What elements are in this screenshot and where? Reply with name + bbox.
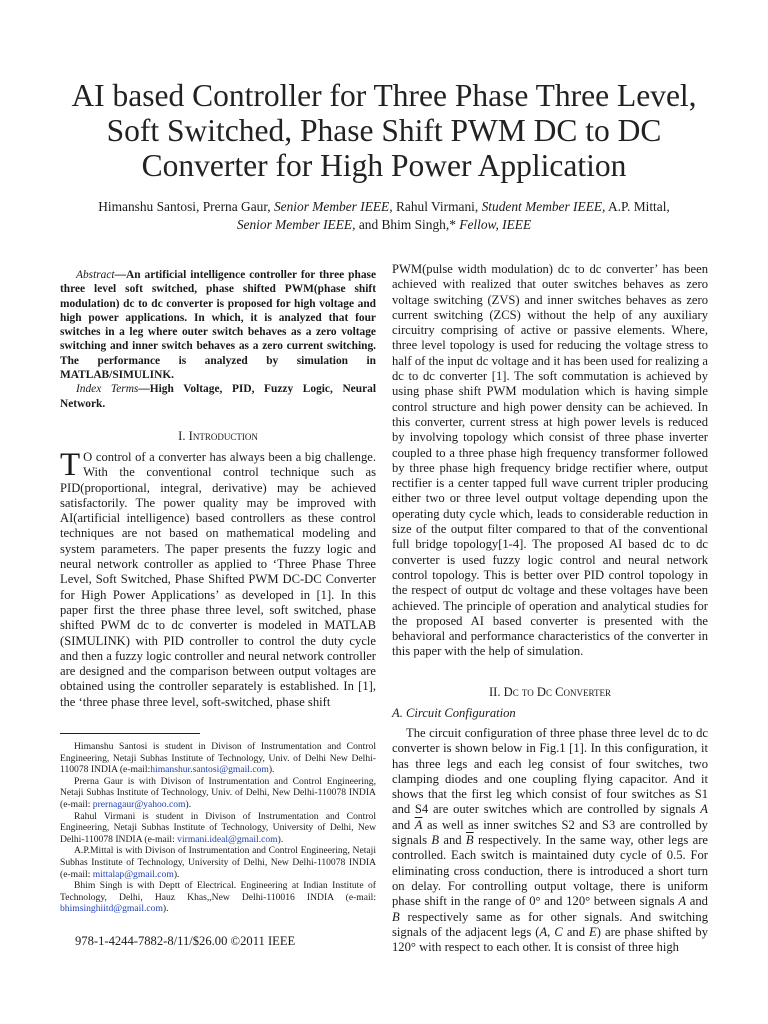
introduction-heading: I. Introduction bbox=[178, 429, 258, 443]
text-run: , bbox=[547, 924, 551, 939]
footnotes bbox=[60, 741, 376, 915]
introduction-body: O control of a converter has always been a big challenge. With the conventional control technique such as PID(proportional, integral, derivative) may be achieved satisfactorily. The power quality may be improved with AI(artificial intelligence) based controllers as these control techniques are not based on mathematical modeling and system parameters. The paper presents the fuzzy logic and neural network controller as applied to ‘Three Phase Three Level, Soft Switched, Phase Shifted PWM DC-DC Converter for High Power Applications’ as developed in [1]. In this paper first the three phase three level, soft switched, phase shifted PWM dc to dc converter is modeled in MATLAB (SIMULINK) with PID controller to control the duty cycle and then a fuzzy logic controller and neural network controller are designed and the comparison between output voltages are obtained using the controller separately is established. In [1], the ‘three phase three level, soft-switched, phase shift bbox=[60, 450, 376, 709]
footnote-text: Bhim Singh is with Deptt of Electrical. Engineering at Indian Institute of Technology, Delhi, Hauz Khas,,New Delhi-110016 INDIA (e-mail: bbox=[60, 880, 376, 903]
footnote bbox=[60, 880, 376, 915]
author-4-role: Fellow, IEEE bbox=[459, 217, 532, 232]
email-link[interactable]: virmani.ideal@gmail.com bbox=[177, 833, 278, 845]
signal-b: B bbox=[431, 833, 440, 848]
author-2-role: Student Member IEEE, bbox=[481, 199, 606, 214]
author-list bbox=[90, 198, 678, 234]
index-terms-text: —High Voltage, PID, Fuzzy Logic, Neural Network. bbox=[60, 383, 376, 410]
footnote bbox=[60, 776, 376, 811]
author-1-role: Senior Member IEEE, bbox=[273, 199, 393, 214]
drop-cap: T bbox=[60, 447, 81, 483]
section-2-heading: II. Dc to Dc Converter bbox=[488, 685, 612, 699]
text-run: and bbox=[566, 924, 585, 939]
index-terms-paragraph bbox=[60, 382, 376, 411]
footnote bbox=[60, 811, 376, 846]
footnote-text: Rahul Virmani is student in Divison of Instrumentation and Control Engineering, Netaji Subhas Institute of Technology, University of Delhi, New Delhi-110078 INDIA (e-mail: bbox=[60, 810, 376, 845]
abstract-paragraph bbox=[60, 268, 376, 382]
footnote-end: ). bbox=[185, 798, 192, 810]
signal-e: E bbox=[589, 924, 597, 939]
footnote-text: Himanshu Santosi is student in Divison of Instrumentation and Control Engineering, Netaji Subhas Institute of Technology, Univ. of Delhi New Delhi-110078 INDIA (e-mail: bbox=[60, 741, 376, 776]
copyright-line: 978-1-4244-7882-8/11/$26.00 ©2011 IEEE bbox=[75, 934, 296, 948]
text-run: respectively same as for other signals. And switching signals of the adjacent legs ( bbox=[392, 909, 709, 939]
author-3-role: Senior Member IEEE, bbox=[236, 217, 356, 232]
signal-a: A bbox=[678, 894, 687, 909]
footnote-end: ). bbox=[162, 903, 169, 915]
email-link[interactable]: himanshur.santosi@gmail.com bbox=[150, 764, 269, 776]
subsection-heading: A. Circuit Configuration bbox=[392, 706, 516, 720]
text-run: ) are phase shifted by 120° with respect to each other. It is consist of three high bbox=[392, 924, 708, 955]
footnote bbox=[60, 845, 376, 880]
abstract-text: —An artificial intelligence controller for three phase three level soft switched, phase shifted PWM(phase shift modulation) dc to dc converter is proposed for high voltage and high power applications. In which, it is analyzed that four switches in a leg where outer switch behaves as a zero voltage switching and inner switch behaves as a zero current switching. The performance is analyzed by simulation in MATLAB/SIMULINK. bbox=[60, 269, 376, 382]
text-run: and bbox=[392, 817, 411, 832]
right-column-intro: PWM(pulse width modulation) dc to dc converter’ has been achieved with realized that outer switches behaves as zero voltage switching (ZVS) and inner switches behaves as zero current switching (ZCS) without the help of any auxiliary circuitry comprising of active or passive elements. Where, three level topology is used for reducing the voltage stress to half of the input dc voltage and it has been used for realizing a dc to dc converter [1]. The soft commutation is achieved by using phase shift PWM modulation which is having simple control structure and high power density can be achieved. In this converter, current stress at high power levels is reduced by involving topology which consist of three phase inverter coupled to a three phase high frequency transformer followed by three phase high frequency bridge rectifier where, output rectifier is a center tapped full wave current tripler producing either two or three level output voltage depending upon the operating duty cycle which, leads to considerable reduction in size of the output filter compared to that of the conventional full bridge topology[1-4]. The proposed AI based dc to dc converter is used fuzzy logic control and neural network control topology. This is better over PID control topology in the respect of output dc voltage and these voltages have been achieved. The principle of operation and analytical studies for the proposed AI based converter is presented with the behavioral and performance characteristics of the converter in this paper with the help of simulation. bbox=[392, 262, 708, 659]
signal-a: A bbox=[700, 802, 708, 817]
text-run: and bbox=[689, 894, 708, 909]
circuit-configuration-text bbox=[392, 726, 708, 955]
footnote-rule bbox=[60, 733, 200, 734]
footnote-end: ). bbox=[268, 764, 275, 776]
paper-title: AI based Controller for Three Phase Three Level, Soft Switched, Phase Shift PWM DC to DC Converter for High Power Application bbox=[71, 78, 697, 183]
email-link[interactable]: prernagaur@yahoo.com bbox=[92, 798, 186, 810]
text-run: as well as inner switches S2 and S3 are controlled by signals bbox=[392, 817, 708, 848]
footnote-text: A.P.Mittal is with Divison of Instrumentation and Control Engineering, Netaji Subhas Institute of Technology, University of Delhi, New Delhi-110078 INDIA (e-mail: bbox=[60, 845, 376, 880]
introduction-text bbox=[60, 447, 376, 710]
signal-b: B bbox=[392, 909, 400, 924]
author-1: Himanshu Santosi, Prerna Gaur, bbox=[98, 199, 271, 214]
footnote-end: ). bbox=[277, 833, 284, 845]
footnote bbox=[60, 741, 376, 776]
text-run: and bbox=[443, 833, 462, 848]
abstract-block bbox=[60, 268, 376, 411]
email-link[interactable]: mittalap@gmail.com bbox=[92, 868, 174, 880]
author-2: Rahul Virmani, bbox=[395, 199, 479, 214]
abstract-label: Abstract bbox=[76, 269, 115, 281]
text-run: The circuit configuration of three phase three level dc to dc converter is shown below in Fig.1 [1]. In this configuration, it has three legs and each leg consist of four switches, two clamping diodes and one coupling flying capacitor. And it shows that the first leg which consist of four switches as S1 and S4 are outer switches which are controlled by signals bbox=[392, 726, 708, 817]
signal-b-bar: $\overline{B}$ bbox=[465, 833, 474, 848]
author-4: and Bhim Singh,* bbox=[358, 217, 456, 232]
email-link[interactable]: bhimsinghiitd@gmail.com bbox=[60, 903, 163, 915]
signal-a-bar: $\overline{A}$ bbox=[414, 817, 423, 832]
index-terms-label: Index Terms bbox=[76, 383, 139, 396]
footnote-end: ). bbox=[173, 868, 180, 880]
signal-c: C bbox=[554, 924, 563, 939]
signal-a: A bbox=[539, 924, 548, 939]
author-3: A.P. Mittal, bbox=[608, 199, 670, 214]
footnote-text: Prerna Gaur is with Divison of Instrumentation and Control Engineering, Netaji Subhas Institute of Technology, Univ. of Delhi, New Delhi-110078 INDIA (e-mail: bbox=[60, 775, 376, 810]
text-run: respectively. In the same way, other legs are controlled. Each switch is maintained duty cycle of 0.5. For eliminating cross conduction, there is introduced a short turn on delay. For controlling output voltage, there is uniform phase shift in the range of 0° and 120° between signals bbox=[392, 833, 709, 909]
circuit-paragraph bbox=[392, 726, 708, 955]
